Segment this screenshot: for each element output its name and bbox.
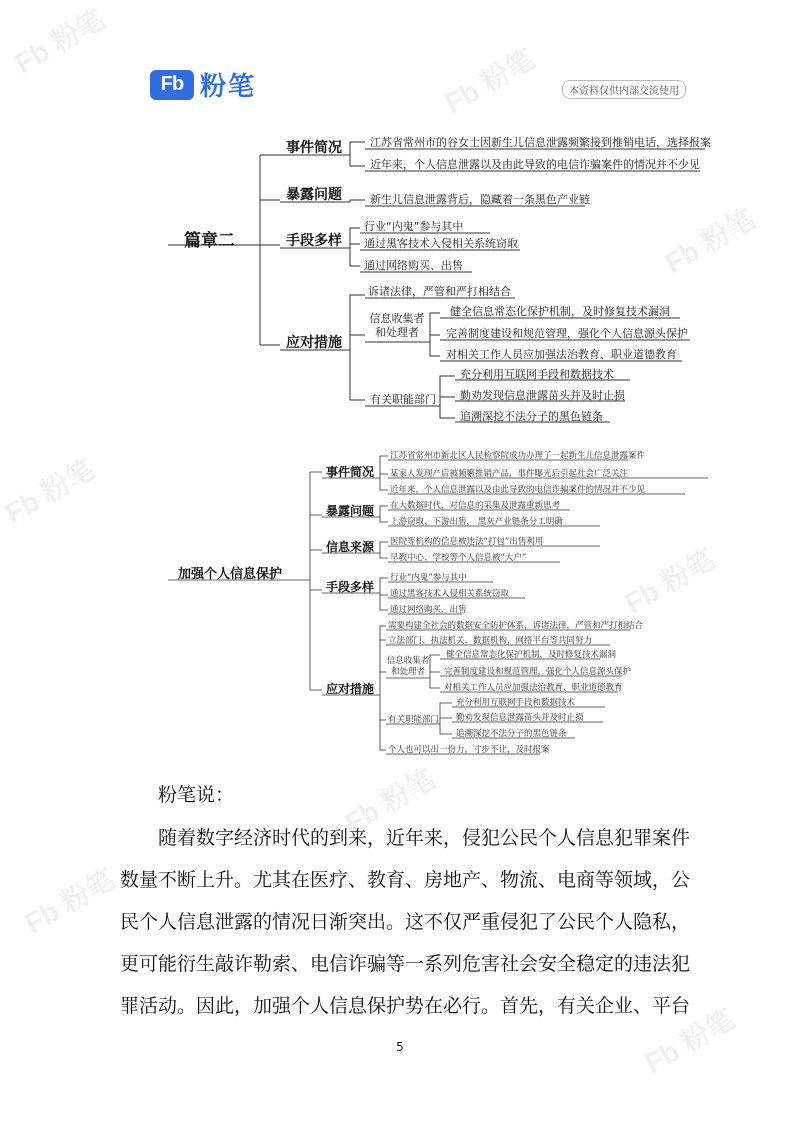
subgroup-label: 信息收集者 — [369, 312, 425, 325]
mindmap2-leaf: 完善制度建设和规范管理，强化个人信息源头保护 — [444, 667, 632, 677]
mindmap2-leaf: 早教中心、学校等个人信息被“大户” — [390, 553, 527, 563]
mindmap2-leaf: 江苏省常州市新北区人民检察院成功办理了一起新生儿信息泄露案件 — [390, 451, 646, 461]
watermark: Fb 粉笔 — [19, 863, 120, 940]
paragraph-line: 数量不断上升。尤其在医疗、教育、房地产、物流、电商等领域，公 — [120, 869, 691, 891]
mindmap1-leaf: 通过黑客技术入侵相关系统窃取 — [364, 237, 518, 250]
mindmap1-leaf: 近年来，个人信息泄露以及由此导致的电信诈骗案件的情况并不少见 — [370, 158, 700, 171]
commentary-intro: 粉笔说： — [158, 784, 235, 806]
mindmap1-leaf: 通过网络购买、出售 — [364, 259, 463, 272]
mindmap2-leaf: 立法部门、执法机关、数据机构，网络平台等共同努力 — [388, 636, 593, 646]
watermark: Fb 粉笔 — [439, 43, 540, 120]
internal-use-notice: 本资料仅供内部交流使用 — [562, 80, 686, 99]
commentary-paragraph — [120, 817, 690, 1027]
mindmap2-leaf: 充分利用互联网手段和数据技术 — [456, 698, 576, 708]
subgroup-label: 信息收集者 — [386, 656, 430, 666]
mindmap2-category: 手段多样 — [326, 580, 375, 594]
mindmap1-subgroup: 有关职能部门 — [370, 393, 436, 406]
mindmap1-leaf: 江苏省常州市的谷女士因新生儿信息泄露频繁接到推销电话，选择报案 — [370, 136, 711, 149]
mindmap1-leaf: 健全信息常态化保护机制，及时修复技术漏洞 — [450, 305, 670, 318]
mindmap2-category: 信息来源 — [326, 540, 375, 554]
paragraph-line: 更可能衍生敲诈勒索、电信诈骗等一系列危害社会安全稳定的违法犯 — [120, 953, 691, 975]
mindmap1-leaf: 追溯深挖不法分子的黑色链条 — [460, 410, 603, 423]
logo-mark: Fb — [150, 70, 194, 100]
mindmap2-leaf: 上游窃取、下游出售， 黑灰产业链条分工明确 — [390, 517, 563, 527]
mindmap2-leaf: 勤劝发现信息泄露苗头并及时止损 — [456, 713, 584, 723]
mindmap2-root: 加强个人信息保护 — [178, 567, 283, 582]
page-number: 5 — [396, 1040, 404, 1054]
mindmap2-category: 事件简况 — [326, 465, 375, 479]
mindmap2-leaf: 近年来，个人信息泄露以及由此导致的电信诈骗案件的情况并不少见 — [390, 485, 646, 495]
mindmap2-subgroup: 有关职能部门 — [388, 715, 440, 725]
subgroup-label: 和处理者 — [375, 326, 419, 339]
mindmap2-category: 应对措施 — [326, 682, 375, 696]
mindmap2-leaf: 个人也可以出一份力，寸步不让，及时报案 — [388, 745, 550, 755]
paragraph-line: 罪活动。因此，加强个人信息保护势在必行。首先，有关企业、平台 — [120, 995, 691, 1017]
mindmap1-category: 应对措施 — [286, 335, 342, 351]
watermark: Fb 粉笔 — [619, 543, 720, 620]
watermark: Fb 粉笔 — [0, 453, 100, 530]
mindmap2-leaf: 对相关工作人员应加强法治教育、职业道德教育 — [444, 683, 623, 693]
mindmap1-leaf: 对相关工作人员应加强法治教育、职业道德教育 — [446, 348, 677, 361]
mindmap1-root: 篇章二 — [184, 231, 235, 251]
watermark: Fb 粉笔 — [659, 203, 760, 280]
mindmap1-subgroup — [366, 312, 428, 340]
mindmap2-leaf: 在大数据时代，对信息的采集及泄露重新思考 — [390, 501, 561, 511]
mindmap1-leaf: 诉诸法律，严管和严打相结合 — [368, 285, 511, 298]
logo-text: 粉笔 — [200, 72, 257, 102]
mindmap2-leaf: 医院等机构的信息被违法“打包”出售利用 — [390, 537, 544, 547]
mindmap2-leaf: 行业“内鬼”参与其中 — [390, 573, 467, 583]
watermark: Fb 粉笔 — [339, 763, 440, 840]
mindmap1-leaf: 新生儿信息泄露背后，隐藏着一条黑色产业链 — [370, 193, 590, 206]
mindmap2-leaf: 需要构建全社会的数据安全防护体系，诉诸法律，严管和严打相结合 — [388, 621, 644, 631]
paragraph-line: 随着数字经济时代的到来，近年来，侵犯公民个人信息犯罪案件 — [158, 827, 691, 849]
subgroup-label: 和处理者 — [390, 667, 425, 677]
mindmap1-category: 手段多样 — [286, 233, 342, 249]
mindmap2-leaf: 通过网络购买、出售 — [390, 605, 467, 615]
watermark: Fb 粉笔 — [639, 1003, 740, 1080]
paragraph-line: 民个人信息泄露的情况日渐突出。这不仅严重侵犯了公民个人隐私， — [120, 911, 691, 933]
mindmap2-subgroup — [384, 656, 432, 678]
mindmap1-leaf: 完善制度建设和规范管理，强化个人信息源头保护 — [446, 327, 688, 340]
watermark: Fb 粉笔 — [9, 3, 110, 80]
mindmap1-leaf: 行业“内鬼”参与其中 — [364, 220, 464, 233]
mindmap1-category: 事件简况 — [286, 140, 342, 156]
mindmap1-leaf: 充分利用互联网手段和数据技术 — [460, 368, 614, 381]
mindmap2-leaf: 通过黑客技术入侵相关系统窃取 — [390, 589, 510, 599]
mindmap2-leaf: 追溯深挖不法分子的黑色链条 — [456, 729, 567, 739]
mindmap2-leaf: 某家人发现产后被频繁推销产品，事件曝光后引起社会广泛关注 — [390, 469, 629, 479]
mindmap1-category: 暴露问题 — [286, 187, 342, 203]
mindmap2-leaf: 健全信息常态化保护机制，及时修复技术漏洞 — [446, 650, 617, 660]
mindmap1-leaf: 勤劝发现信息泄露苗头并及时止损 — [460, 389, 625, 402]
mindmap2-category: 暴露问题 — [326, 504, 375, 518]
